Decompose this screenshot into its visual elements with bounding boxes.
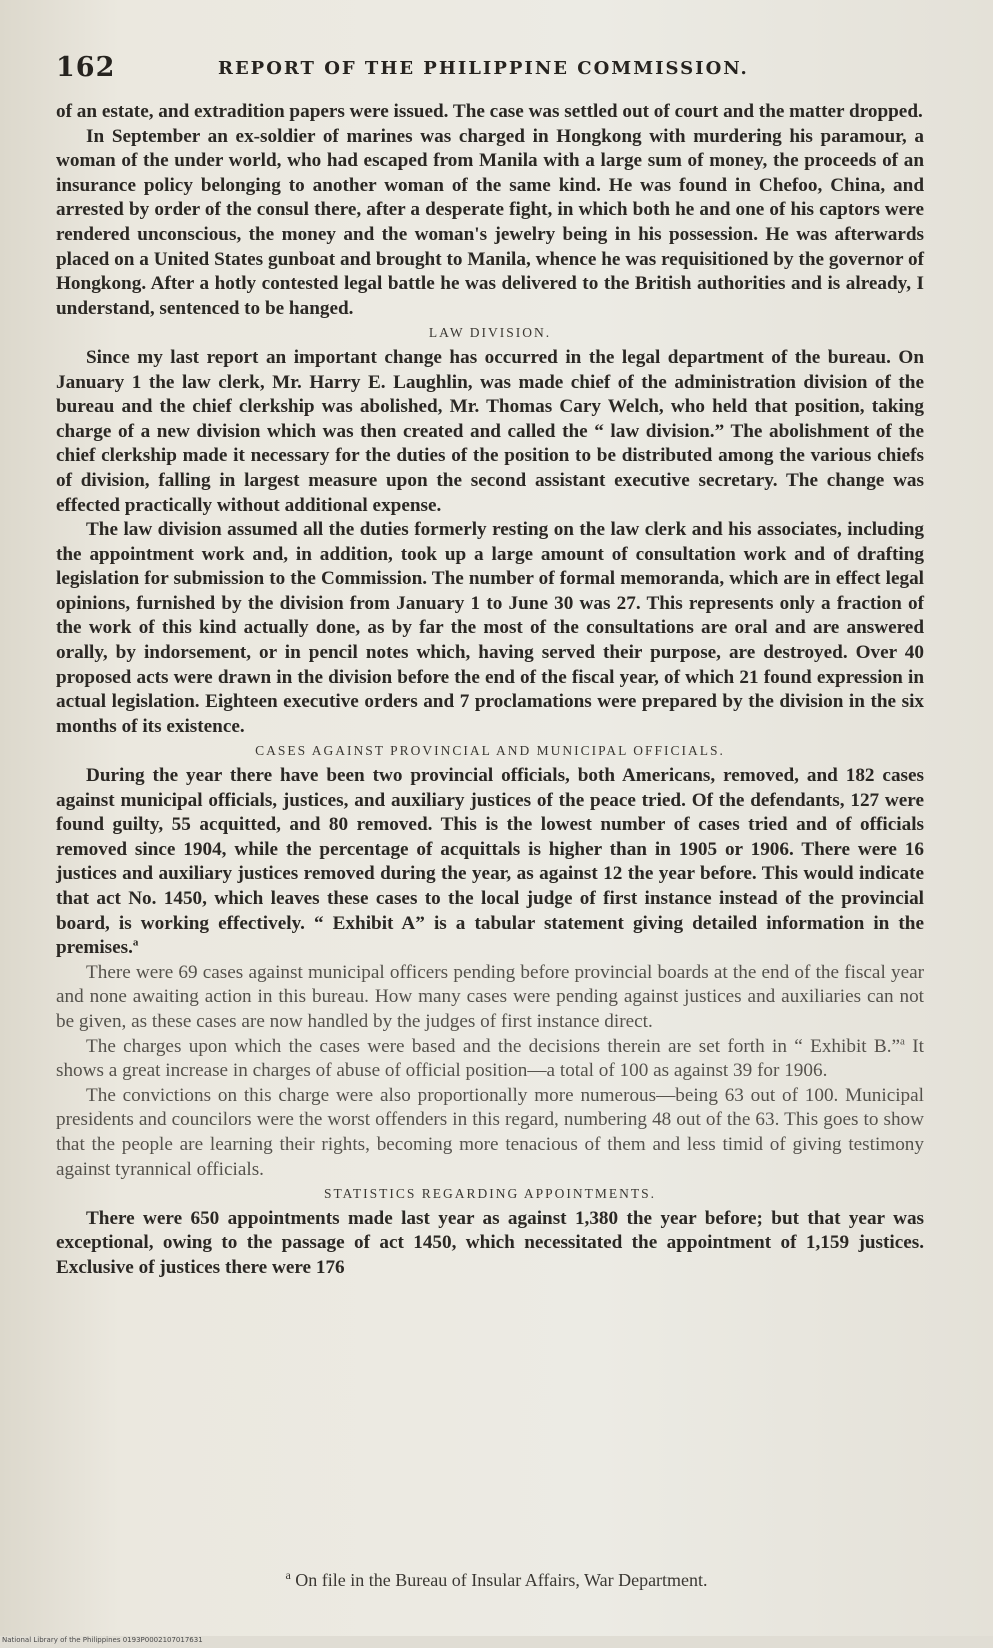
section-heading-law-division: LAW DIVISION. xyxy=(428,325,552,341)
library-watermark-strip xyxy=(0,1636,993,1648)
footnote-reference: a xyxy=(900,1035,905,1048)
footnote-reference: a xyxy=(132,936,139,949)
paragraph-law-division-duties: The law division assumed all the duties formerly resting on the law clerk and his associates, including the appointment work and, in addition, took up a large amount of consultation work and of drafting legislation for submission to the Commission. The number of formal memoranda, which are in effect legal opinions, furnished by the division from January 1 to June 30 was 27. This represents only a fraction of the work of this kind actually done, as by far the most of the consultations are oral and are answered orally, by indorsement, or in pencil notes which, having served their purpose, are destroyed. Over 40 proposed acts were drawn in the division before the end of the fiscal year, of which 21 found expression in actual legislation. Eighteen executive orders and 7 proclamations were prepared by the division in the six months of its existence. xyxy=(56,519,924,737)
paragraph-charges-text-b: It shows a great increase in charges of abuse of official position—a total of 100 as against 39 for 1906. xyxy=(56,1035,924,1082)
body-text xyxy=(56,100,924,1281)
paragraph-law-division-change: Since my last report an important change has occurred in the legal department of the bureau. On January 1 the law clerk, Mr. Harry E. Laughlin, was made chief of the administration division of the bureau and the chief clerkship was abolished, Mr. Thomas Cary Welch, who held that position, taking charge of a new division which was then created and called the “ law division.” The abolishment of the chief clerkship made it necessary for the duties of the position to be distributed among the various chiefs of division, falling in largest measure upon the second assistant executive secretary. The change was effected practically without additional expense. xyxy=(56,346,924,516)
paragraph-charges-text-a: The charges upon which the cases were based and the decisions therein are set forth in “ Exhibit B.” xyxy=(86,1035,901,1057)
library-strip-text: National Library of the Philippines 0193P0002107017631 xyxy=(2,1636,203,1644)
page-number: 162 xyxy=(56,52,116,83)
paragraph-charges xyxy=(56,1035,924,1084)
paragraph-continuation: of an estate, and extradition papers were issued. The case was settled out of court and the matter dropped. xyxy=(56,101,923,122)
page-header xyxy=(56,52,936,88)
section-heading-cases-against-officials: CASES AGAINST PROVINCIAL AND MUNICIPAL OFFICIALS. xyxy=(255,743,725,759)
running-title: REPORT OF THE PHILIPPINE COMMISSION. xyxy=(218,58,749,79)
footnote xyxy=(0,1568,993,1591)
footnote-mark: a xyxy=(285,1568,291,1582)
paragraph-cases-pending: There were 69 cases against municipal officers pending before provincial boards at the end of the fiscal year and none awaiting action in this bureau. How many cases were pending against justices and auxiliaries can not be given, as these cases are now handled by the judges of first instance direct. xyxy=(56,961,924,1032)
paragraph-cases-tried-text: During the year there have been two provincial officials, both Americans, removed, and 182 cases against municipal officials, justices, and auxiliary justices of the peace tried. Of the defendants, 127 were found guilty, 55 acquitted, and 80 removed. This is the lowest number of cases tried and of officials removed since 1904, while the percentage of acquittals is higher than in 1905 or 1906. There were 16 justices and auxiliary justices removed during the year, as against 12 the year before. This would indicate that act No. 1450, which leaves these cases to the local judge of first instance instead of the provincial board, is working effectively. “ Exhibit A” is a tabular statement giving detailed information in the premises. xyxy=(56,765,924,959)
paragraph-cases-tried xyxy=(56,764,924,961)
paragraph-hongkong-case: In September an ex-soldier of marines was charged in Hongkong with murdering his paramour, a woman of the under world, who had escaped from Manila with a large sum of money, the proceeds of an insurance policy belonging to another woman of the same kind. He was found in Chefoo, China, and arrested by order of the consul there, after a desperate fight, in which both he and one of his captors were rendered unconscious, the money and the woman's jewelry being in his possession. He was afterwards placed on a United States gunboat and brought to Manila, whence he was requisitioned by the governor of Hongkong. After a hotly contested legal battle he was delivered to the British authorities and is already, I understand, sentenced to be hanged. xyxy=(56,125,924,319)
footnote-text: On file in the Bureau of Insular Affairs, War Department. xyxy=(295,1570,708,1590)
paragraph-appointments: There were 650 appointments made last year as against 1,380 the year before; but that year was exceptional, owing to the passage of act 1450, which necessitated the appointment of 1,159 justices. Exclusive of justices there were 176 xyxy=(56,1207,924,1278)
section-heading-statistics-appointments: STATISTICS REGARDING APPOINTMENTS. xyxy=(323,1186,657,1202)
paragraph-convictions: The convictions on this charge were also proportionally more numerous—being 63 out of 100. Municipal presidents and councilors were the worst offenders in this regard, numbering 48 out of the 63. This goes to show that the people are learning their rights, becoming more tenacious of them and less timid of giving testimony against tyrannical officials. xyxy=(56,1084,924,1180)
